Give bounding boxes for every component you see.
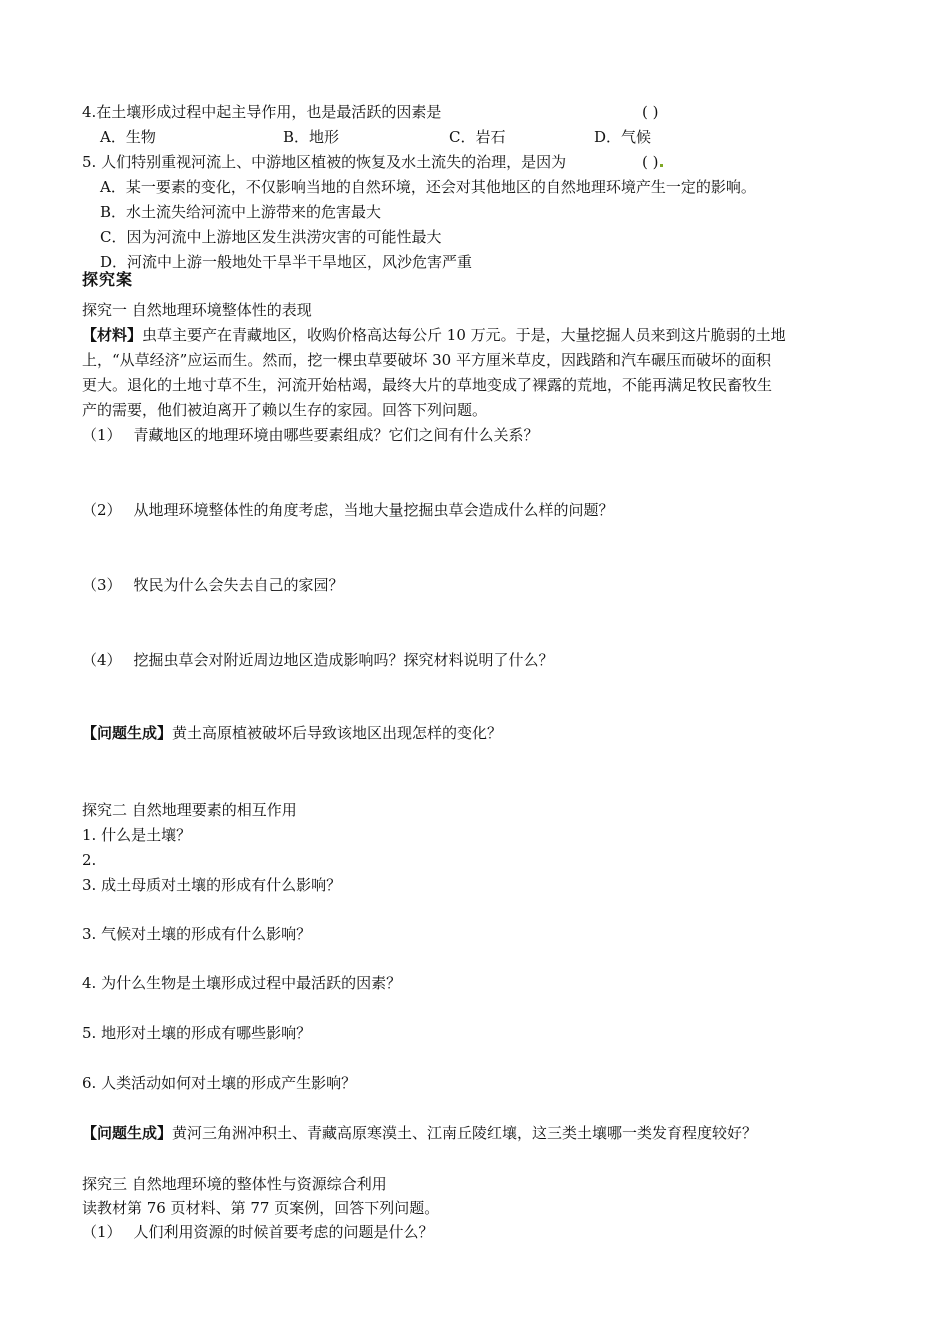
question-number: （3） — [82, 576, 122, 594]
inquiry-2-title: 探究二 自然地理要素的相互作用 — [82, 801, 297, 819]
inquiry-2-item-7: 6. 人类活动如何对土壤的形成产生影响？ — [82, 1074, 357, 1092]
question-number: （1） — [82, 1223, 122, 1241]
inquiry-3-intro: 读教材第 76 页材料、第 77 页案例，回答下列问题。 — [82, 1199, 440, 1217]
inquiry-2-problem-generation — [82, 1123, 757, 1143]
question-5-answer-blank — [642, 152, 663, 172]
question-text: 从地理环境整体性的角度考虑，当地大量挖掘虫草会造成什么样的问题？ — [133, 501, 614, 519]
question-4-option-d: D．气候 — [594, 128, 652, 146]
inquiry-2-item-5: 4. 为什么生物是土壤形成过程中最活跃的因素？ — [82, 974, 402, 992]
inquiry-1-question-1 — [82, 425, 539, 445]
question-4-option-b: B．地形 — [283, 128, 340, 146]
problem-generation-text: 黄土高原植被破坏后导致该地区出现怎样的变化？ — [172, 724, 503, 742]
question-text: 青藏地区的地理环境由哪些要素组成？它们之间有什么关系？ — [133, 426, 539, 444]
inquiry-1-question-4 — [82, 650, 554, 670]
inquiry-2-item-3: 3. 成土母质对土壤的形成有什么影响？ — [82, 876, 342, 894]
question-number: （2） — [82, 501, 122, 519]
section-title: 探究案 — [82, 270, 134, 289]
inquiry-1-title: 探究一 自然地理环境整体性的表现 — [82, 301, 312, 319]
question-text: 牧民为什么会失去自己的家园？ — [133, 576, 344, 594]
inquiry-2-item-1: 1. 什么是土壤？ — [82, 826, 192, 844]
inquiry-1-material-line-2: 上，“从草经济”应运而生。然而，挖一棵虫草要破坏 30 平方厘米草皮，因践踏和汽车碾压而破坏的面积 — [82, 351, 771, 369]
question-number: （4） — [82, 651, 122, 669]
question-5-option-c: C．因为河流中上游地区发生洪涝灾害的可能性最大 — [100, 228, 442, 246]
inquiry-1-material-line-4: 产的需要，他们被迫离开了赖以生存的家园。回答下列问题。 — [82, 401, 488, 419]
problem-generation-tag: 【问题生成】 — [82, 724, 173, 742]
inquiry-1-material-line-3: 更大。退化的土地寸草不生，河流开始枯竭，最终大片的草地变成了裸露的荒地，不能再满足牧民畜牧生 — [82, 376, 773, 394]
question-text: 人们利用资源的时候首要考虑的问题是什么？ — [133, 1223, 434, 1241]
inquiry-3-question-1 — [82, 1222, 434, 1242]
question-4-option-a: A．生物 — [100, 128, 156, 146]
material-text-1: 虫草主要产在青藏地区，收购价格高达每公斤 10 万元。于是，大量挖掘人员来到这片脆弱的土地 — [142, 326, 786, 344]
inquiry-2-item-2: 2. — [82, 851, 97, 869]
inquiry-1-question-3 — [82, 575, 344, 595]
edit-mark — [660, 164, 663, 167]
inquiry-2-item-6: 5. 地形对土壤的形成有哪些影响？ — [82, 1024, 312, 1042]
question-5-paren: ( ) — [642, 153, 659, 171]
question-5-option-a: A．某一要素的变化，不仅影响当地的自然环境，还会对其他地区的自然地理环境产生一定的影响。 — [100, 178, 756, 196]
inquiry-1-problem-generation — [82, 723, 502, 743]
question-text: 挖掘虫草会对附近周边地区造成影响吗？探究材料说明了什么？ — [133, 651, 554, 669]
question-4-answer-blank: ( ) — [642, 103, 659, 121]
inquiry-1-material-line-1 — [82, 325, 786, 345]
question-5-option-b: B．水土流失给河流中上游带来的危害最大 — [100, 203, 382, 221]
question-4-stem: 4.在土壤形成过程中起主导作用，也是最活跃的因素是 — [82, 103, 442, 121]
inquiry-1-question-2 — [82, 500, 614, 520]
inquiry-3-title: 探究三 自然地理环境的整体性与资源综合利用 — [82, 1175, 387, 1193]
question-number: （1） — [82, 426, 122, 444]
question-5-stem: 5. 人们特别重视河流上、中游地区植被的恢复及水土流失的治理，是因为 — [82, 153, 567, 171]
question-4-option-c: C．岩石 — [449, 128, 506, 146]
problem-generation-tag: 【问题生成】 — [82, 1124, 173, 1142]
inquiry-2-item-4: 3. 气候对土壤的形成有什么影响？ — [82, 925, 312, 943]
problem-generation-text: 黄河三角洲冲积土、青藏高原寒漠土、江南丘陵红壤，这三类土壤哪一类发育程度较好？ — [172, 1124, 758, 1142]
question-5-option-d: D．河流中上游一般地处干旱半干旱地区，风沙危害严重 — [100, 253, 473, 271]
material-tag: 【材料】 — [82, 326, 143, 344]
